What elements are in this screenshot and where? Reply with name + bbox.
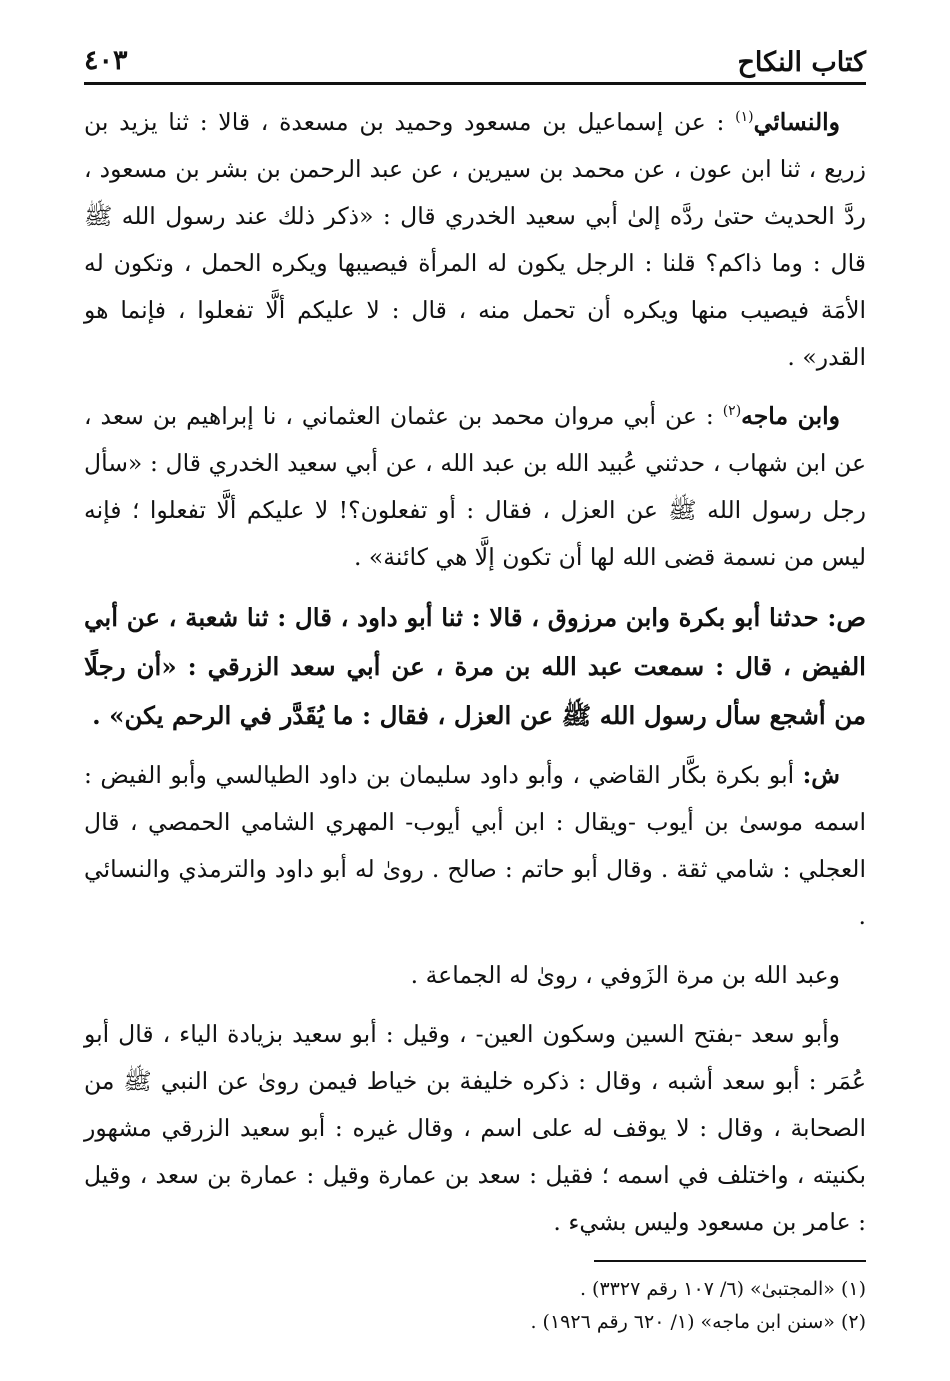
footnote-divider <box>594 1260 866 1262</box>
paragraph-label: وابن ماجه <box>741 402 840 430</box>
paragraph-commentary <box>84 752 866 940</box>
page-body <box>84 99 866 1338</box>
book-page <box>84 26 866 1356</box>
footnotes <box>84 1274 866 1338</box>
paragraph-text: : عن أبي مروان محمد بن عثمان العثماني ، نا إبراهيم بن سعد ، عن ابن شهاب ، حدثني عُبيد الله بن عبد الله ، عن أبي سعيد الخدري قال : «سأل رجل رسول الله ﷺ عن العزل ، فقال : أو تفعلون؟! لا عليكم ألَّا تفعلوا ؛ فإنه ليس من نسمة قضى الله لها أن تكون إلَّا هي كائنة» . <box>84 402 866 571</box>
footnote-1: (١) «المجتبىٰ» (٦/ ١٠٧ رقم ٣٣٢٧) . <box>579 1278 866 1300</box>
paragraph-label: ش: <box>802 761 840 789</box>
paragraph-text: أبو بكرة بكَّار القاضي ، وأبو داود سليمان بن داود الطيالسي وأبو الفيض : اسمه موسىٰ بن أيوب -ويقال : ابن أبي أيوب- المهري الشامي الحمصي ، قال العجلي : شامي ثقة . وقال أبو حاتم : صالح . روىٰ له أبو داود والترمذي والنسائي . <box>84 761 866 930</box>
paragraph-text: : عن إسماعيل بن مسعود وحميد بن مسعدة ، قالا : ثنا يزيد بن زريع ، ثنا ابن عون ، عن محمد بن سيرين ، عن عبد الرحمن بن بشر بن مسعود ، ردَّ الحديث حتىٰ ردَّه إلىٰ أبي سعيد الخدري قال : «ذكر ذلك عند رسول الله ﷺ قال : وما ذاكم؟ قلنا : الرجل يكون له المرأة فيصيبها ويكره الحمل ، وتكون له الأمَة فيصيب منها ويكره أن تحمل منه ، قال : لا عليكم ألَّا تفعلوا ، فإنما هو القدر» . <box>84 108 866 371</box>
page-number: ٤٠٣ <box>84 45 128 76</box>
paragraph-abu-sad <box>84 1011 866 1246</box>
paragraph-nasai <box>84 99 866 381</box>
paragraph-text: حدثنا أبو بكرة وابن مرزوق ، قالا : ثنا أبو داود ، قال : ثنا شعبة ، عن أبي الفيض ، قال : سمعت عبد الله بن مرة ، عن أبي سعد الزرقي : «أن رجلًا من أشجع سأل رسول الله ﷺ عن العزل ، فقال : ما يُقَدَّر في الرحم يكن» . <box>84 603 866 730</box>
footnote-ref: (١) <box>735 109 754 126</box>
page-header <box>84 26 866 85</box>
paragraph-ibn-majah <box>84 393 866 581</box>
paragraph-label: والنسائي <box>753 108 840 136</box>
paragraph-text: وأبو سعد -بفتح السين وسكون العين- ، وقيل : أبو سعيد بزيادة الياء ، قال أبو عُمَر : أبو سعد أشبه ، وقال : ذكره خليفة بن خياط فيمن روىٰ عن النبي ﷺ من الصحابة ، وقال : لا يوقف له على اسم ، وقال غيره : أبو سعيد الزرقي مشهور بكنيته ، واختلف في اسمه ؛ فقيل : سعد بن عمارة وقيل : عمارة بن سعد ، وقيل : عامر بن مسعود وليس بشيء . <box>84 1020 866 1236</box>
footnote-ref: (٢) <box>722 403 742 420</box>
paragraph-main-text <box>84 593 866 740</box>
paragraph-label: ص: <box>827 603 866 632</box>
book-title: كتاب النكاح <box>737 47 866 78</box>
paragraph-abdullah-ibn-murra <box>84 952 866 999</box>
footnote-2: (٢) «سنن ابن ماجه» (١/ ٦٢٠ رقم ١٩٢٦) . <box>530 1311 866 1333</box>
paragraph-text: وعبد الله بن مرة الزَوفي ، روىٰ له الجماعة . <box>410 961 840 989</box>
